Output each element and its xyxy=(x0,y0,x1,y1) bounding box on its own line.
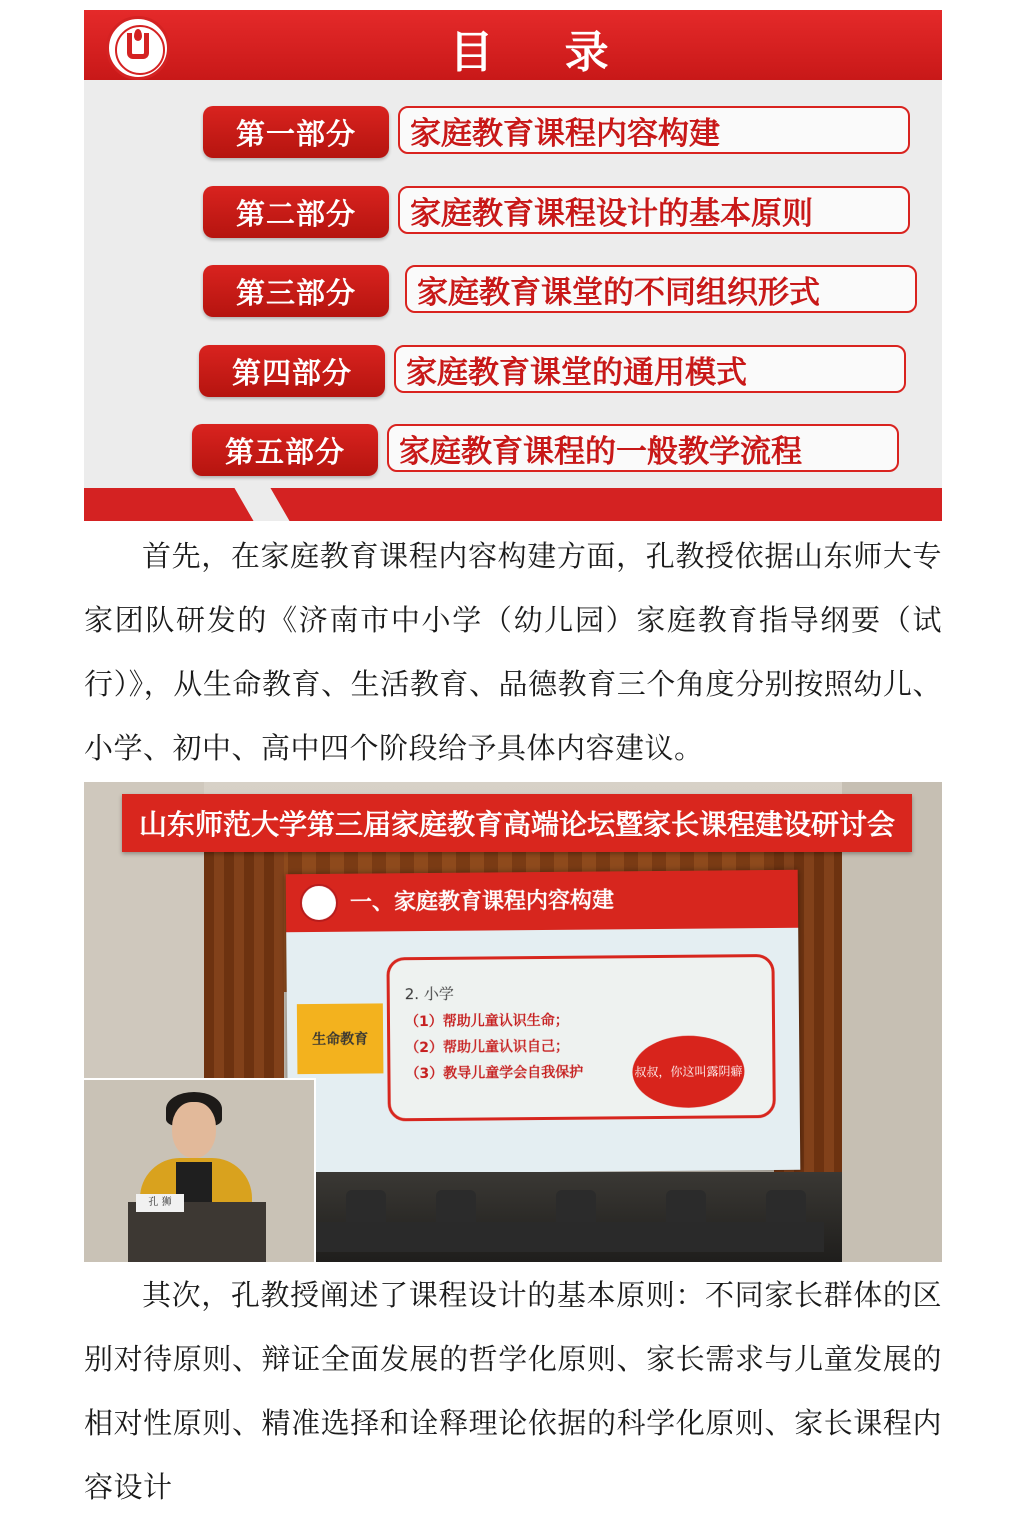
event-banner: 山东师范大学第三届家庭教育高端论坛暨家长课程建设研讨会 xyxy=(122,794,912,852)
paragraph-text: 其次，孔教授阐述了课程设计的基本原则：不同家长群体的区别对待原则、辩证全面发展的哲学化原则、家长需求与儿童发展的相对性原则、精准选择和诠释理论依据的科学化原则、家长课程内容设计 xyxy=(84,1278,942,1504)
screen-line: （1）帮助儿童认识生命； xyxy=(404,1012,569,1031)
toc-item-part: 第五部分 xyxy=(192,424,378,476)
speech-bubble: 叔叔，你这叫露阴癖 xyxy=(632,1035,745,1108)
toc-footer xyxy=(84,488,942,521)
toc-item-part: 第四部分 xyxy=(199,345,385,397)
toc-item-part: 第二部分 xyxy=(203,186,389,238)
article-paragraph-1 xyxy=(84,524,942,780)
toc-item-part: 第三部分 xyxy=(203,265,389,317)
screen-line: （2）帮助儿童认识自己； xyxy=(405,1038,570,1057)
screen-tag: 生命教育 xyxy=(297,1003,384,1074)
article-paragraph-2 xyxy=(84,1263,942,1519)
screen-heading: 2. 小学 xyxy=(404,984,454,1004)
screen-logo-icon xyxy=(300,884,338,922)
screen-line: （3）教导儿童学会自我保护 xyxy=(405,1064,584,1083)
toc-item-text: 家庭教育课程内容构建 xyxy=(398,106,910,154)
toc-item-text: 家庭教育课堂的通用模式 xyxy=(394,345,906,393)
panel-desk xyxy=(314,1222,824,1252)
toc-item-text: 家庭教育课程的一般教学流程 xyxy=(387,424,899,472)
nameplate: 孔 狮 xyxy=(136,1194,184,1212)
toc-slide xyxy=(84,10,942,521)
toc-title: 目 录 xyxy=(449,27,637,78)
toc-item-text: 家庭教育课程设计的基本原则 xyxy=(398,186,910,234)
projection-screen xyxy=(286,870,801,1174)
speaker-inset xyxy=(84,1078,316,1262)
screen-title: 一、家庭教育课程内容构建 xyxy=(349,888,615,916)
paragraph-text: 首先，在家庭教育课程内容构建方面，孔教授依据山东师大专家团队研发的《济南市中小学（幼儿园）家庭教育指导纲要（试行）》，从生命教育、生活教育、品德教育三个角度分别按照幼儿、小学、初中、高中四个阶段给予具体内容建议。 xyxy=(84,539,942,765)
toc-item-text: 家庭教育课堂的不同组织形式 xyxy=(405,265,917,313)
toc-item-part: 第一部分 xyxy=(203,106,389,158)
lecture-photo xyxy=(84,782,942,1262)
